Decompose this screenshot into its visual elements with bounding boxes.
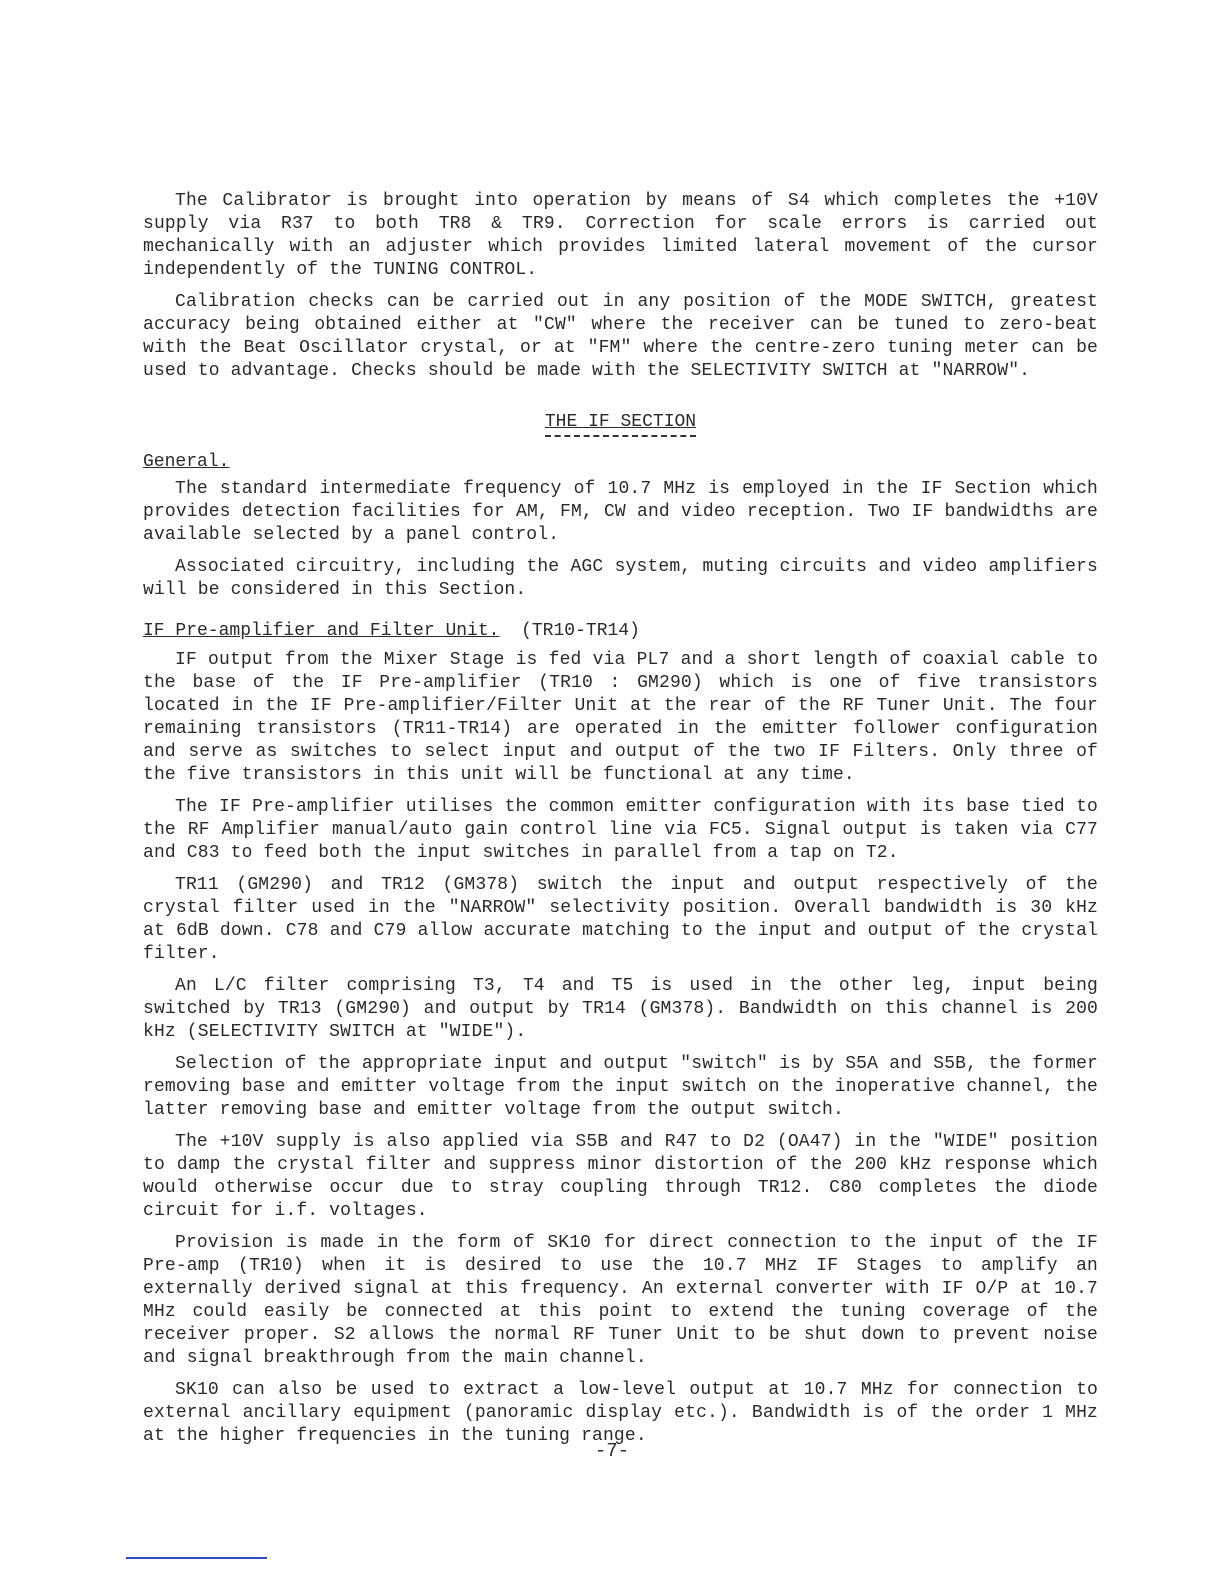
- general-heading: [143, 451, 1098, 474]
- preamp-paragraph-3: TR11 (GM290) and TR12 (GM378) switch the input and output respectively of the crystal filter used in the "NARROW" selectivity position. Overall bandwidth is 30 kHz at 6dB down. C78 and C79 allow accurate matching to the input and output of the crystal filter.: [143, 875, 1098, 964]
- preamp-heading: [143, 620, 1098, 643]
- preamp-paragraph-8: SK10 can also be used to extract a low-level output at 10.7 MHz for connection to external ancillary equipment (panoramic display etc.). Bandwidth is of the order 1 MHz at the higher frequencies in the tuning range.: [143, 1380, 1098, 1446]
- page-number: -7-: [594, 1440, 630, 1462]
- preamp-paragraph-4: An L/C filter comprising T3, T4 and T5 is used in the other leg, input being switched by TR13 (GM290) and output by TR14 (GM378). Bandwidth on this channel is 200 kHz (SELECTIVITY SWITCH at "WIDE").: [143, 976, 1098, 1042]
- footer-rule: [126, 1557, 267, 1559]
- preamp-paragraph-6: The +10V supply is also applied via S5B and R47 to D2 (OA47) in the "WIDE" position to damp the crystal filter and suppress minor distortion of the 200 kHz response which would otherwise occur due to stray coupling through TR12. C80 completes the diode circuit for i.f. voltages.: [143, 1132, 1098, 1221]
- preamp-paragraph-5: Selection of the appropriate input and output "switch" is by S5A and S5B, the former removing base and emitter voltage from the input switch on the inoperative channel, the latter removing base and emitter voltage from the output switch.: [143, 1054, 1098, 1120]
- calibrator-paragraph: The Calibrator is brought into operation by means of S4 which completes the +10V supply via R37 to both TR8 & TR9. Correction for scale errors is carried out mechanically with an adjuster which provides limited lateral movement of the cursor independently of the TUNING CONTROL.: [143, 191, 1098, 280]
- general-paragraph-1: The standard intermediate frequency of 10.7 MHz is employed in the IF Section which provides detection facilities for AM, FM, CW and video reception. Two IF bandwidths are available selected by a panel control.: [143, 479, 1098, 545]
- section-title: [143, 411, 1098, 437]
- preamp-paragraph-7: Provision is made in the form of SK10 for direct connection to the input of the IF Pre-amp (TR10) when it is desired to use the 10.7 MHz IF Stages to amplify an externally derived signal at this frequency. An external converter with IF O/P at 10.7 MHz could easily be connected at this point to extend the tuning coverage of the receiver proper. S2 allows the normal RF Tuner Unit to be shut down to prevent noise and signal breakthrough from the main channel.: [143, 1233, 1098, 1368]
- calibration-checks-paragraph: Calibration checks can be carried out in any position of the MODE SWITCH, greatest accuracy being obtained either at "CW" where the receiver can be tuned to zero-beat with the Beat Oscillator crystal, or at "FM" where the centre-zero tuning meter can be used to advantage. Checks should be made with the SELECTIVITY SWITCH at "NARROW".: [143, 292, 1098, 381]
- preamp-heading-text: IF Pre-amplifier and Filter Unit.: [143, 621, 500, 641]
- section-title-text: THE IF SECTION: [545, 411, 696, 437]
- general-paragraph-2: Associated circuitry, including the AGC system, muting circuits and video amplifiers will be considered in this Section.: [143, 557, 1098, 600]
- document-page: [143, 190, 1098, 1448]
- preamp-heading-suffix: (TR10-TR14): [521, 621, 640, 641]
- preamp-paragraph-1: IF output from the Mixer Stage is fed via PL7 and a short length of coaxial cable to the base of the IF Pre-amplifier (TR10 : GM290) which is one of five transistors located in the IF Pre-amplifier/Filter Unit at the rear of the RF Tuner Unit. The four remaining transistors (TR11-TR14) are operated in the emitter follower configuration and serve as switches to select input and output of the two IF Filters. Only three of the five transistors in this unit will be functional at any time.: [143, 650, 1098, 785]
- preamp-paragraph-2: The IF Pre-amplifier utilises the common emitter configuration with its base tied to the RF Amplifier manual/auto gain control line via FC5. Signal output is taken via C77 and C83 to feed both the input switches in parallel from a tap on T2.: [143, 797, 1098, 863]
- general-heading-text: General.: [143, 452, 230, 472]
